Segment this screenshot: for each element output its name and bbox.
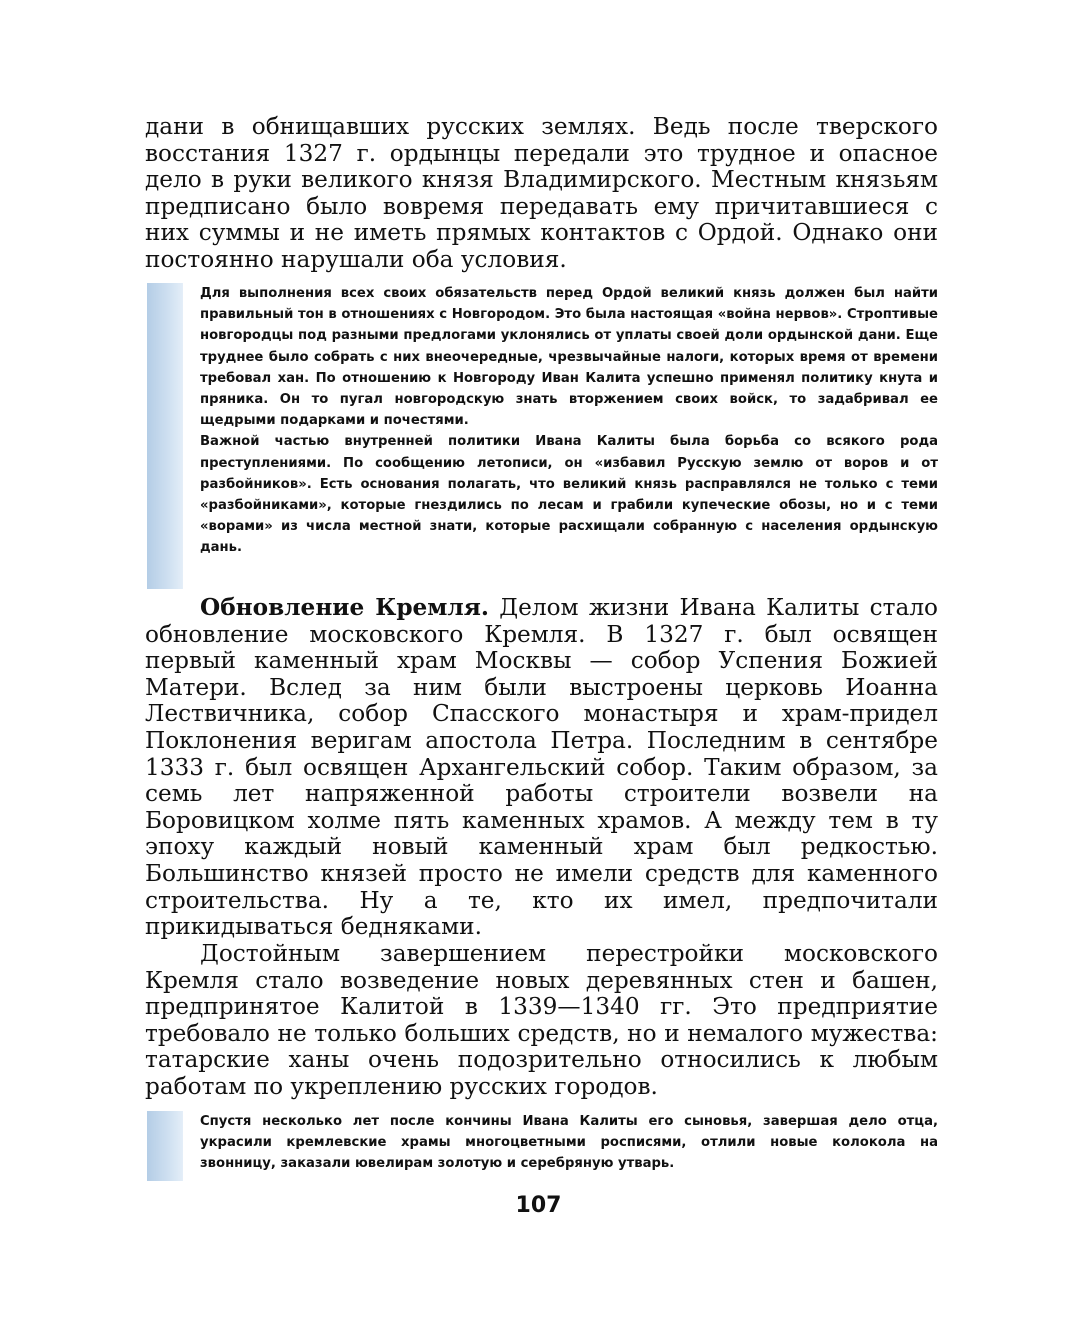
- section-heading-kremlin: Обновление Кремля.: [200, 594, 489, 621]
- aside-block-novgorod-crime: [145, 283, 938, 589]
- aside-accent-bar: [147, 283, 183, 589]
- aside-block-sons: [145, 1111, 938, 1181]
- paragraph-walls: Достойным завершением перестройки московского Кремля стало возведение новых деревянных стен и башен, предпринятое Калитой в 1339—1340 гг. Это предприятие требовало не только больших средств, но и немалого мужества: татарские ханы очень подозрительно относились к любым работам по укреплению русских городов.: [145, 940, 938, 1100]
- page-number: 107: [515, 1193, 562, 1218]
- paragraph-kremlin-body: Делом жизни Ивана Калиты стало обновление московского Кремля. В 1327 г. был освящен первый каменный храм Москвы — собор Успения Божией Матери. Вслед за ним были выстроены церковь Иоанна Лествичника, собор Спасского монастыря и храм-придел Поклонения веригам апостола Петра. Последним в сентябре 1333 г. был освящен Архангельский собор. Таким образом, за семь лет напряженной работы строители возвели на Боровицком холме пять каменных храмов. А между тем в ту эпоху каждый новый каменный храм был редкостью. Большинство князей просто не имели средств для каменного строительства. Ну а те, кто их имел, предпочитали прикидываться бедняками.: [145, 594, 939, 941]
- aside-crime: Важной частью внутренней политики Ивана Калиты была борьба со всякого рода преступлениями. По сообщению летописи, он «избавил Русскую землю от воров и от разбойников». Есть основания полагать, что великий князь расправлялся не только с теми «разбойниками», которые гнездились по лесам и грабили купеческие обозы, но и с теми «ворами» из числа местной знати, которые расхищали собранную с населения ордынскую дань.: [200, 434, 938, 556]
- paragraph-kremlin: [145, 595, 938, 941]
- aside-novgorod: Для выполнения всех своих обязательств перед Ордой великий князь должен был найти правильный тон в отношениях с Новгородом. Это была настоящая «война нервов». Строптивые новгородцы под разными предлогами уклонялись от уплаты своей доли ордынской дани. Еще труднее было собрать с них внеочередные, чрезвычайные налоги, которых время от времени требовал хан. По отношению к Новгороду Иван Калита успешно применял политику кнута и пряника. Он то пугал новгородскую знать вторжением своих войск, то задабривал ее щедрыми подарками и почестями.: [200, 286, 938, 429]
- paragraph-intro: дани в обнищавших русских землях. Ведь после тверского восстания 1327 г. ордынцы передали это трудное и опасное дело в руки великого князя Владимирского. Местным князьям предписано было вовремя передавать ему причитавшиеся с них суммы и не иметь прямых контактов с Ордой. Однако они постоянно нарушали оба условия.: [145, 113, 938, 273]
- aside-accent-bar: [147, 1111, 183, 1181]
- aside-sons: Спустя несколько лет после кончины Ивана Калиты его сыновья, завершая дело отца, украсили кремлевские храмы многоцветными росписями, отлили новые колокола на звонницу, заказали ювелирам золотую и серебряную утварь.: [200, 1114, 938, 1172]
